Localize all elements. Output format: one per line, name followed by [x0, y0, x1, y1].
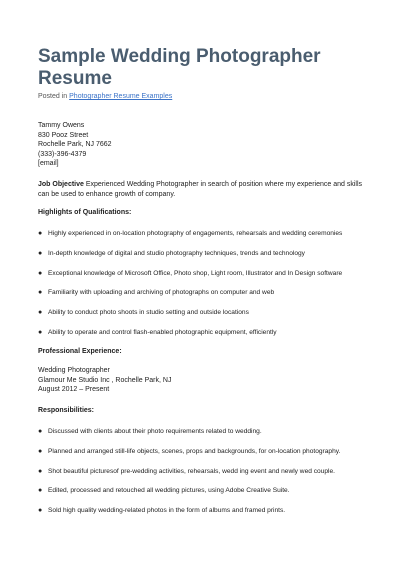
list-item: ● Edited, processed and retouched all wedding pictures, using Adobe Creative Suite. [38, 487, 290, 495]
list-item: ● Highly experienced in on-location photography of engagements, rehearsals and wedding ceremonies [38, 230, 343, 237]
list-item: ● Planned and arranged still-life objects, scenes, props and backgrounds, for on-location photography. [38, 447, 341, 455]
contact-phone: (333)-396-4379 [38, 150, 87, 158]
category-link[interactable]: Photographer Resume Examples [69, 93, 173, 100]
bullet-icon: ● [38, 289, 43, 297]
contact-name: Tammy Owens [38, 122, 85, 129]
list-item: ● Ability to conduct photo shoots in studio setting and outside locations [38, 309, 249, 317]
list-item: ● Discussed with clients about their photo requirements related to wedding. [38, 428, 262, 435]
contact-street: 830 Pooz Street [38, 131, 89, 139]
contact-email: [email] [38, 160, 59, 168]
bullet-icon: ● [38, 309, 43, 317]
bullet-icon: ● [38, 230, 43, 237]
list-item: ● Sold high quality wedding-related photos in the form of albums and framed prints. [38, 507, 286, 515]
experience-block [38, 366, 171, 395]
list-item: ● Exceptional knowledge of Microsoft Office, Photo shop, Light room, Illustrator and In Design software [38, 269, 343, 277]
objective-label: Job Objective [38, 181, 84, 188]
responsibilities-list [38, 427, 340, 526]
list-item: ● Shot beautiful picturesof pre-wedding activities, rehearsals, wedd ing event and newly wed couple. [38, 467, 335, 475]
job-title: Wedding Photographer [38, 367, 110, 374]
contact-block [38, 121, 112, 169]
objective-text: Experienced Wedding Photographer in search of position where my experience and skills can be used to enhance growth of company. [38, 181, 362, 198]
qualifications-heading: Highlights of Qualifications: [38, 209, 132, 216]
bullet-icon: ● [38, 487, 43, 495]
list-item: ● Familiarity with uploading and archiving of photographs on computer and web [38, 289, 275, 297]
responsibilities-heading: Responsibilities: [38, 407, 95, 414]
qualifications-list [38, 229, 342, 348]
bullet-icon: ● [38, 428, 43, 435]
list-item: ● Ability to operate and control flash-enabled photographic equipment, efficiently [38, 328, 277, 336]
posted-in-line [38, 93, 172, 100]
bullet-icon: ● [38, 269, 43, 277]
list-item: ● In-depth knowledge of digital and studio photography techniques, trends and technology [38, 249, 305, 257]
job-dates: August 2012 – Present [38, 386, 110, 394]
bullet-icon: ● [38, 447, 43, 455]
bullet-icon: ● [38, 467, 43, 475]
company: Glamour Me Studio Inc , Rochelle Park, NJ [38, 376, 172, 384]
job-objective [38, 180, 368, 199]
bullet-icon: ● [38, 507, 43, 515]
page-title: Sample Wedding Photographer Resume [38, 46, 321, 89]
posted-prefix: Posted in [38, 93, 68, 100]
experience-heading: Professional Experience: [38, 348, 122, 355]
contact-city: Rochelle Park, NJ 7662 [38, 141, 112, 149]
bullet-icon: ● [38, 249, 43, 257]
bullet-icon: ● [38, 328, 43, 336]
